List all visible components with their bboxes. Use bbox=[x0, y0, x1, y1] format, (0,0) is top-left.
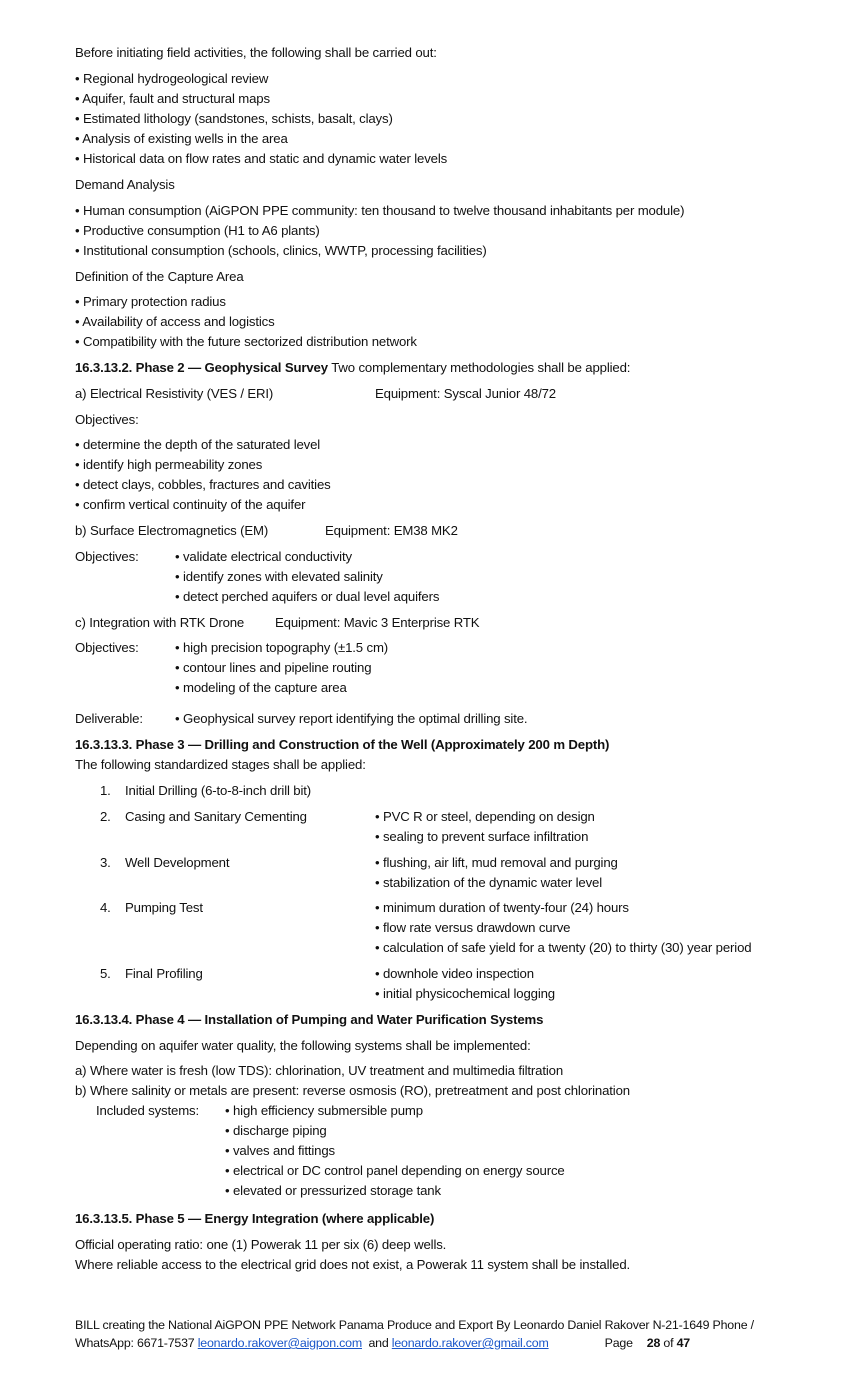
list-item: • Human consumption (AiGPON PPE community: ten thousand to twelve thousand inhabitants per module) bbox=[75, 203, 685, 218]
list-item: • high efficiency submersible pump bbox=[225, 1103, 423, 1118]
demand-analysis-title: Demand Analysis bbox=[75, 177, 175, 192]
footer-line2 bbox=[75, 1334, 795, 1352]
list-item: • PVC R or steel, depending on design bbox=[375, 809, 595, 824]
stage-name: Final Profiling bbox=[125, 966, 203, 981]
method-c-equipment: Equipment: Mavic 3 Enterprise RTK bbox=[275, 615, 480, 630]
list-item: • Analysis of existing wells in the area bbox=[75, 131, 288, 146]
list-item: • validate electrical conductivity bbox=[175, 549, 352, 564]
phase4-intro: Depending on aquifer water quality, the following systems shall be implemented: bbox=[75, 1038, 531, 1053]
list-item: • discharge piping bbox=[225, 1123, 327, 1138]
list-item: • calculation of safe yield for a twenty (20) to thirty (30) year period bbox=[375, 940, 752, 955]
phase2-heading-line bbox=[75, 360, 630, 376]
objectives-label: Objectives: bbox=[75, 549, 139, 564]
phase5-line1: Official operating ratio: one (1) Powerak 11 per six (6) deep wells. bbox=[75, 1237, 447, 1252]
page-current: 28 bbox=[646, 1336, 661, 1350]
deliverable-item: • Geophysical survey report identifying the optimal drilling site. bbox=[175, 711, 528, 726]
email-link-gmail[interactable]: leonardo.rakover@gmail.com bbox=[391, 1336, 549, 1350]
list-item: • detect clays, cobbles, fractures and cavities bbox=[75, 477, 331, 492]
stage-name: Well Development bbox=[125, 855, 230, 870]
list-item: • Availability of access and logistics bbox=[75, 314, 275, 329]
footer-and: and bbox=[361, 1336, 392, 1350]
method-c-title: c) Integration with RTK Drone bbox=[75, 615, 245, 630]
capture-area-title: Definition of the Capture Area bbox=[75, 269, 244, 284]
list-item: • high precision topography (±1.5 cm) bbox=[175, 640, 389, 655]
list-item: • Estimated lithology (sandstones, schists, basalt, clays) bbox=[75, 111, 393, 126]
list-item: • stabilization of the dynamic water level bbox=[375, 875, 603, 890]
method-a-title: a) Electrical Resistivity (VES / ERI) bbox=[75, 386, 274, 401]
phase3-heading: 16.3.13.3. Phase 3 — Drilling and Construction of the Well (Approximately 200 m Depth) bbox=[75, 737, 610, 752]
option-a: a) Where water is fresh (low TDS): chlorination, UV treatment and multimedia filtration bbox=[75, 1063, 564, 1078]
page-of: of bbox=[663, 1336, 674, 1350]
list-item: • flow rate versus drawdown curve bbox=[375, 920, 571, 935]
list-item: • minimum duration of twenty-four (24) hours bbox=[375, 900, 629, 915]
list-item: • downhole video inspection bbox=[375, 966, 534, 981]
stage-number: 2. bbox=[100, 809, 111, 824]
phase3-intro: The following standardized stages shall be applied: bbox=[75, 757, 366, 772]
method-a-equipment: Equipment: Syscal Junior 48/72 bbox=[375, 386, 556, 401]
list-item: • flushing, air lift, mud removal and purging bbox=[375, 855, 618, 870]
list-item: • detect perched aquifers or dual level aquifers bbox=[175, 589, 440, 604]
list-item: • valves and fittings bbox=[225, 1143, 335, 1158]
list-item: • elevated or pressurized storage tank bbox=[225, 1183, 441, 1198]
footer-line1: BILL creating the National AiGPON PPE Network Panama Produce and Export By Leonardo Daniel Rakover N-21-1649 Phone / bbox=[75, 1318, 754, 1332]
stage-number: 4. bbox=[100, 900, 111, 915]
stage-name: Casing and Sanitary Cementing bbox=[125, 809, 307, 824]
list-item: • Compatibility with the future sectorized distribution network bbox=[75, 334, 417, 349]
method-b-equipment: Equipment: EM38 MK2 bbox=[325, 523, 458, 538]
list-item: • Regional hydrogeological review bbox=[75, 71, 269, 86]
list-item: • identify zones with elevated salinity bbox=[175, 569, 383, 584]
list-item: • Primary protection radius bbox=[75, 294, 226, 309]
phase5-heading: 16.3.13.5. Phase 5 — Energy Integration (where applicable) bbox=[75, 1211, 435, 1226]
deliverable-label: Deliverable: bbox=[75, 711, 143, 726]
phase4-heading: 16.3.13.4. Phase 4 — Installation of Pumping and Water Purification Systems bbox=[75, 1012, 544, 1027]
option-b: b) Where salinity or metals are present: reverse osmosis (RO), pretreatment and post chlorination bbox=[75, 1083, 630, 1098]
list-item: • Productive consumption (H1 to A6 plants) bbox=[75, 223, 320, 238]
list-item: • modeling of the capture area bbox=[175, 680, 347, 695]
included-systems-label: Included systems: bbox=[96, 1103, 199, 1118]
footer-phone: WhatsApp: 6671-7537 bbox=[75, 1336, 198, 1350]
list-item: • Aquifer, fault and structural maps bbox=[75, 91, 270, 106]
phase2-heading: 16.3.13.2. Phase 2 — Geophysical Survey bbox=[75, 360, 328, 375]
stage-number: 1. bbox=[100, 783, 111, 798]
list-item: • identify high permeability zones bbox=[75, 457, 263, 472]
stage-number: 5. bbox=[100, 966, 111, 981]
list-item: • confirm vertical continuity of the aquifer bbox=[75, 497, 306, 512]
page-total: 47 bbox=[676, 1336, 690, 1350]
objectives-label: Objectives: bbox=[75, 640, 139, 655]
list-item: • Institutional consumption (schools, clinics, WWTP, processing facilities) bbox=[75, 243, 487, 258]
phase1-intro: Before initiating field activities, the following shall be carried out: bbox=[75, 45, 437, 60]
list-item: • Historical data on flow rates and static and dynamic water levels bbox=[75, 151, 448, 166]
list-item: • initial physicochemical logging bbox=[375, 986, 555, 1001]
stage-name: Initial Drilling (6-to-8-inch drill bit) bbox=[125, 783, 312, 798]
email-link-aigpon[interactable]: leonardo.rakover@aigpon.com bbox=[197, 1336, 362, 1350]
list-item: • electrical or DC control panel depending on energy source bbox=[225, 1163, 565, 1178]
stage-number: 3. bbox=[100, 855, 111, 870]
page-footer bbox=[75, 1316, 795, 1352]
phase5-line2: Where reliable access to the electrical grid does not exist, a Powerak 11 system shall be installed. bbox=[75, 1257, 631, 1272]
stage-name: Pumping Test bbox=[125, 900, 203, 915]
page-label: Page bbox=[604, 1336, 633, 1350]
list-item: • sealing to prevent surface infiltration bbox=[375, 829, 589, 844]
objectives-label: Objectives: bbox=[75, 412, 139, 427]
phase2-heading-rest: Two complementary methodologies shall be applied: bbox=[327, 360, 631, 375]
list-item: • contour lines and pipeline routing bbox=[175, 660, 372, 675]
list-item: • determine the depth of the saturated level bbox=[75, 437, 321, 452]
method-b-title: b) Surface Electromagnetics (EM) bbox=[75, 523, 269, 538]
